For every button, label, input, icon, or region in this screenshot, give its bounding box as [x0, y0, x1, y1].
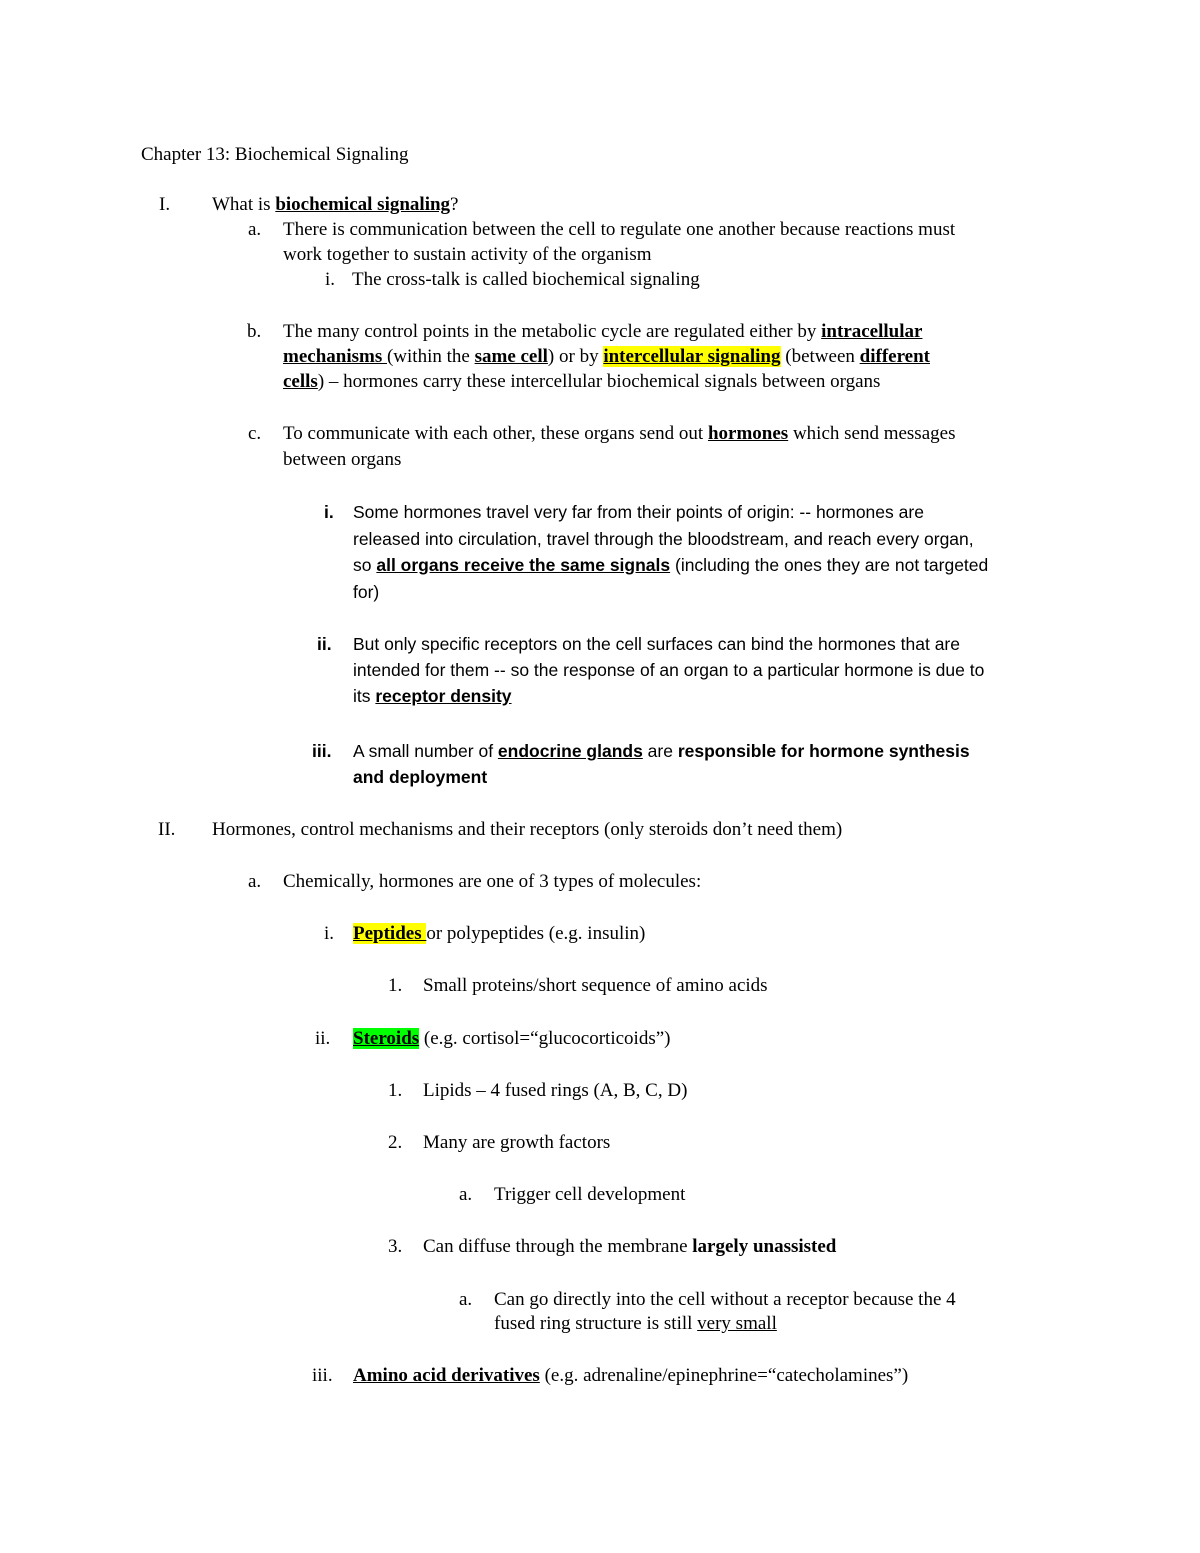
- paragraph-line: [423, 1235, 836, 1259]
- bold-text: and deployment: [353, 767, 488, 787]
- paragraph-line: intended for them -- so the response of an organ to a particular hormone is due to: [353, 660, 985, 680]
- bold-text: responsible for hormone synthesis: [677, 741, 970, 761]
- item-marker: ii.: [315, 1028, 331, 1049]
- item-marker: a.: [248, 871, 262, 892]
- section-heading: Hormones, control mechanisms and their receptors (only steroids don’t need them): [212, 819, 843, 840]
- page-title: Chapter 13: Biochemical Signaling: [141, 144, 409, 165]
- paragraph-line: [283, 345, 930, 369]
- text-run: ) – hormones carry these intercellular biochemical signals between organs: [317, 371, 881, 392]
- item-marker: iii.: [312, 741, 332, 761]
- text-run: (e.g. adrenaline/epinephrine=“catecholamines”): [539, 1365, 909, 1386]
- section-marker: I.: [159, 194, 171, 215]
- key-term: intracellular: [821, 321, 923, 342]
- item-marker: 2.: [388, 1132, 403, 1153]
- text-run: (within the: [386, 346, 475, 367]
- paragraph-line: But only specific receptors on the cell surfaces can bind the hormones that are: [353, 634, 960, 654]
- highlighted-term: Steroids: [353, 1028, 420, 1049]
- paragraph-line: [283, 320, 922, 344]
- paragraph-line: for): [353, 582, 380, 602]
- text-run: (including the ones they are not targeted: [670, 555, 989, 575]
- item-marker: 1.: [388, 1080, 403, 1101]
- section-heading: [212, 193, 458, 217]
- paragraph-line: There is communication between the cell to regulate one another because reactions must: [283, 219, 956, 240]
- highlighted-term: Peptides: [353, 923, 427, 944]
- paragraph-line: Chemically, hormones are one of 3 types of molecules:: [283, 871, 702, 892]
- paragraph-line: released into circulation, travel through the bloodstream, and reach every organ,: [353, 529, 974, 549]
- text-run: ?: [450, 194, 459, 215]
- section-marker: II.: [158, 819, 176, 840]
- key-term: endocrine glands: [497, 741, 643, 761]
- key-term: receptor density: [375, 686, 512, 706]
- bold-text: largely unassisted: [692, 1236, 837, 1257]
- key-term: hormones: [707, 423, 789, 444]
- key-term: mechanisms: [283, 346, 387, 367]
- paragraph-line: between organs: [283, 449, 402, 470]
- item-marker: i.: [325, 269, 336, 290]
- text-run: are: [642, 741, 678, 761]
- paragraph-line: [283, 422, 955, 446]
- item-marker: c.: [248, 423, 262, 444]
- text-run: ) or by: [547, 346, 604, 367]
- key-term: all organs receive the same signals: [376, 555, 671, 575]
- key-term: Amino acid derivatives: [353, 1365, 540, 1386]
- item-marker: iii.: [312, 1365, 333, 1386]
- paragraph-line: Many are growth factors: [423, 1132, 611, 1153]
- paragraph-line: Small proteins/short sequence of amino acids: [423, 975, 768, 996]
- item-marker: a.: [459, 1184, 473, 1205]
- text-run: A small number of: [353, 741, 498, 761]
- text-run: or polypeptides (e.g. insulin): [426, 923, 646, 944]
- item-marker: a.: [248, 219, 262, 240]
- paragraph-line: [353, 739, 970, 763]
- underlined-text: very small: [697, 1313, 777, 1334]
- item-marker: i.: [324, 502, 334, 522]
- paragraph-line: [353, 922, 645, 946]
- paragraph-line: Some hormones travel very far from their points of origin: -- hormones are: [353, 502, 924, 522]
- text-run: (e.g. cortisol=“glucocorticoids”): [419, 1028, 671, 1049]
- paragraph-line: The cross-talk is called biochemical signaling: [352, 269, 700, 290]
- paragraph-line: [353, 765, 487, 789]
- highlighted-term: intercellular signaling: [603, 346, 781, 367]
- item-marker: ii.: [317, 634, 332, 654]
- item-marker: a.: [459, 1289, 473, 1310]
- text-run: so: [353, 555, 377, 575]
- paragraph-line: [353, 1027, 670, 1051]
- text-run: To communicate with each other, these organs send out: [283, 423, 708, 444]
- text-run: What is: [212, 194, 276, 215]
- paragraph-line: [353, 684, 512, 708]
- paragraph-line: Trigger cell development: [494, 1184, 686, 1205]
- key-term: same cell: [474, 346, 548, 367]
- text-run: its: [353, 686, 376, 706]
- text-run: fused ring structure is still: [494, 1313, 698, 1334]
- paragraph-line: [353, 553, 988, 577]
- paragraph-line: [353, 1364, 908, 1388]
- paragraph-line: work together to sustain activity of the organism: [283, 244, 652, 265]
- key-term: different: [859, 346, 930, 367]
- paragraph-line: [494, 1312, 777, 1336]
- text-run: The many control points in the metabolic cycle are regulated either by: [283, 321, 822, 342]
- text-run: which send messages: [788, 423, 956, 444]
- text-run: (between: [780, 346, 860, 367]
- text-run: Can diffuse through the membrane: [423, 1236, 693, 1257]
- paragraph-line: Can go directly into the cell without a receptor because the 4: [494, 1289, 956, 1310]
- item-marker: 1.: [388, 975, 403, 996]
- item-marker: b.: [247, 321, 262, 342]
- item-marker: 3.: [388, 1236, 403, 1257]
- item-marker: i.: [324, 923, 335, 944]
- paragraph-line: Lipids – 4 fused rings (A, B, C, D): [423, 1080, 688, 1101]
- key-term: biochemical signaling: [275, 194, 451, 215]
- key-term: cells: [283, 371, 318, 392]
- paragraph-line: [283, 370, 880, 394]
